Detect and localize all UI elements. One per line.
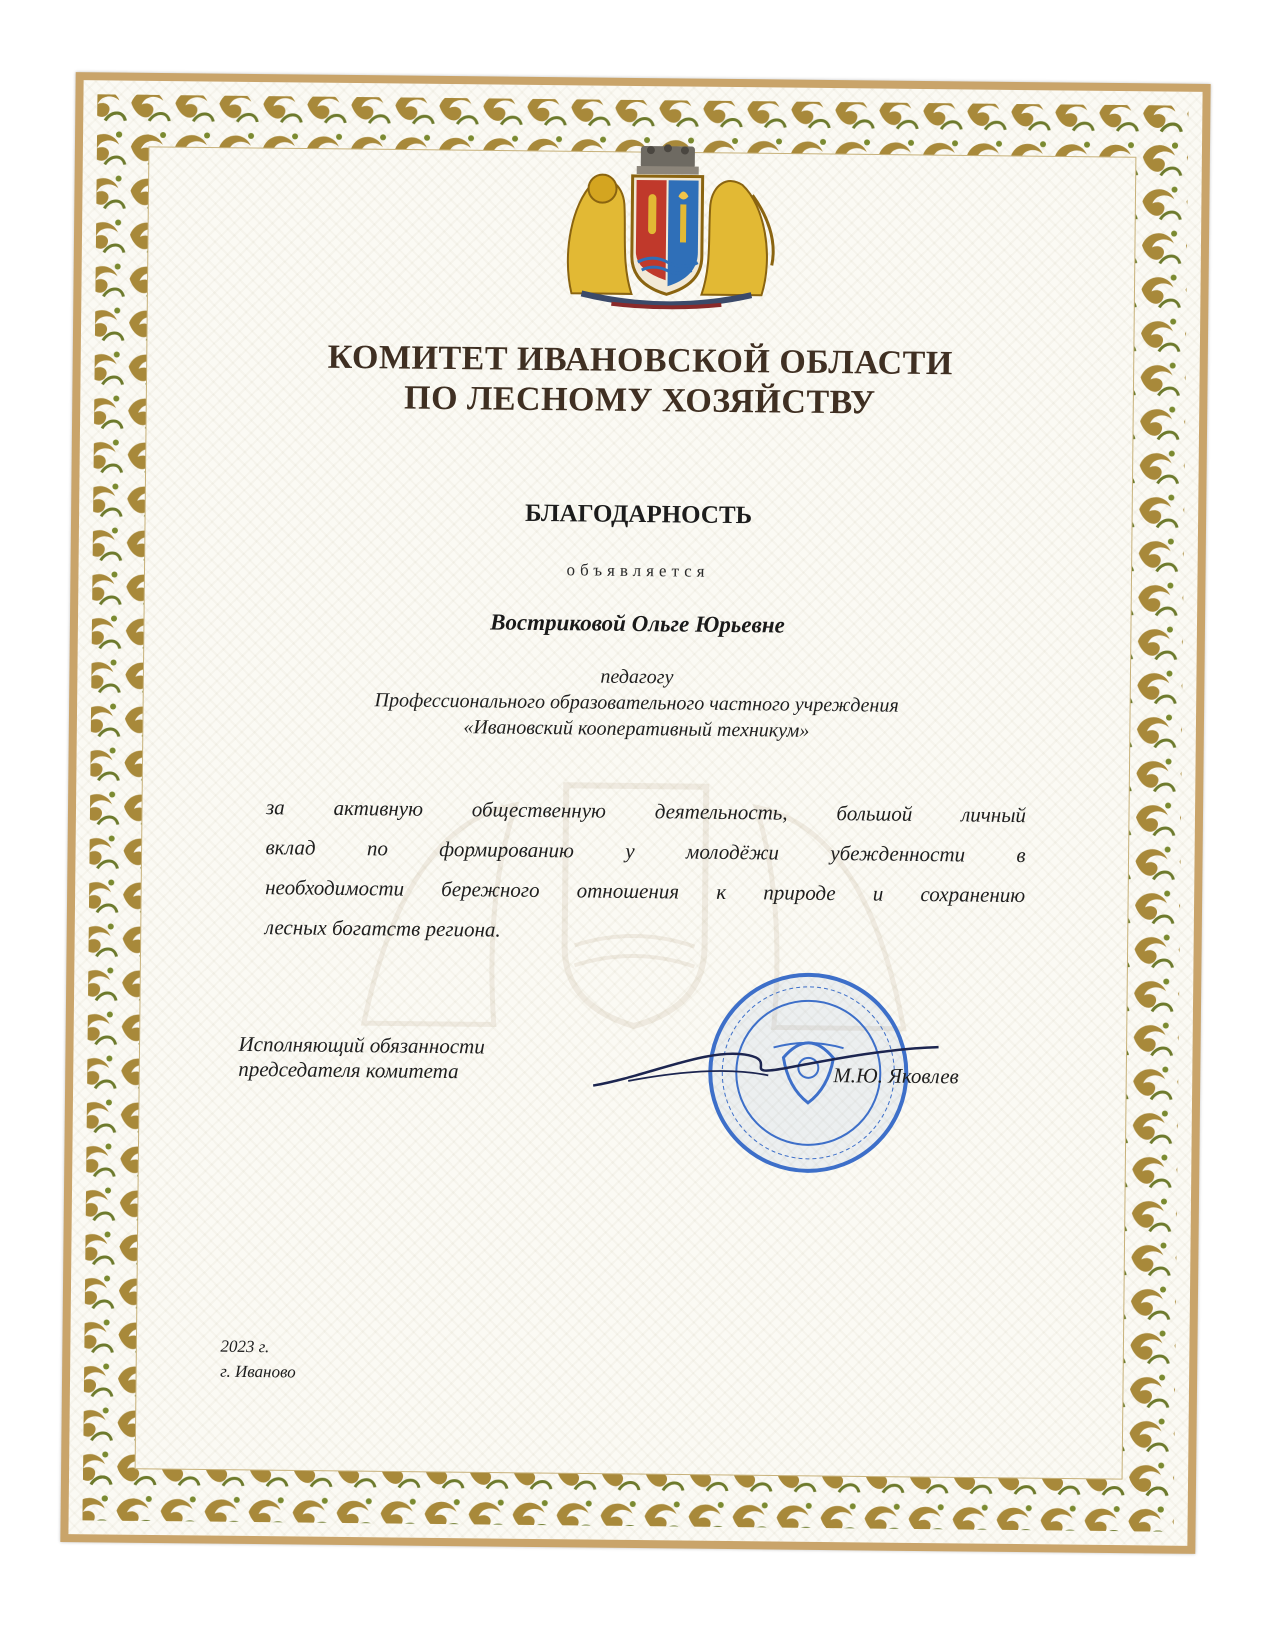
signatory-name: М.Ю. Яковлев [833,1063,959,1089]
organization-name-line2: ПО ЛЕСНОМУ ХОЗЯЙСТВУ [403,379,876,422]
reason-line4: лесных богатств региона. [264,915,501,942]
signatory-title-line2: председателя комитета [238,1056,459,1084]
issue-year: 2023 г. [220,1336,270,1357]
issue-city: г. Иваново [220,1361,296,1382]
announced-label: объявляется [566,560,710,581]
reason-line3: необходимости бережного отношения к природе и сохранению [265,875,1026,908]
certificate-sheet [60,72,1210,1554]
position-line2: Профессионального образовательного частного учреждения [374,689,899,717]
organization-name-line1: КОМИТЕТ ИВАНОВСКОЙ ОБЛАСТИ [327,338,953,383]
document-title: БЛАГОДАРНОСТЬ [524,499,753,530]
coat-of-arms-icon [551,143,783,310]
reason-line1: за активную общественную деятельность, большой личный [265,795,1027,828]
reason-line2: вклад по формированию у молодёжи убежденности в [265,835,1026,868]
position-line1: педагогу [600,665,674,689]
recipient-name: Востриковой Ольге Юрьевне [490,609,785,638]
certificate-paper [68,80,1202,1546]
signatory-title-line1: Исполняющий обязанности [238,1031,485,1059]
position-line3: «Ивановский кооперативный техникум» [463,716,810,742]
